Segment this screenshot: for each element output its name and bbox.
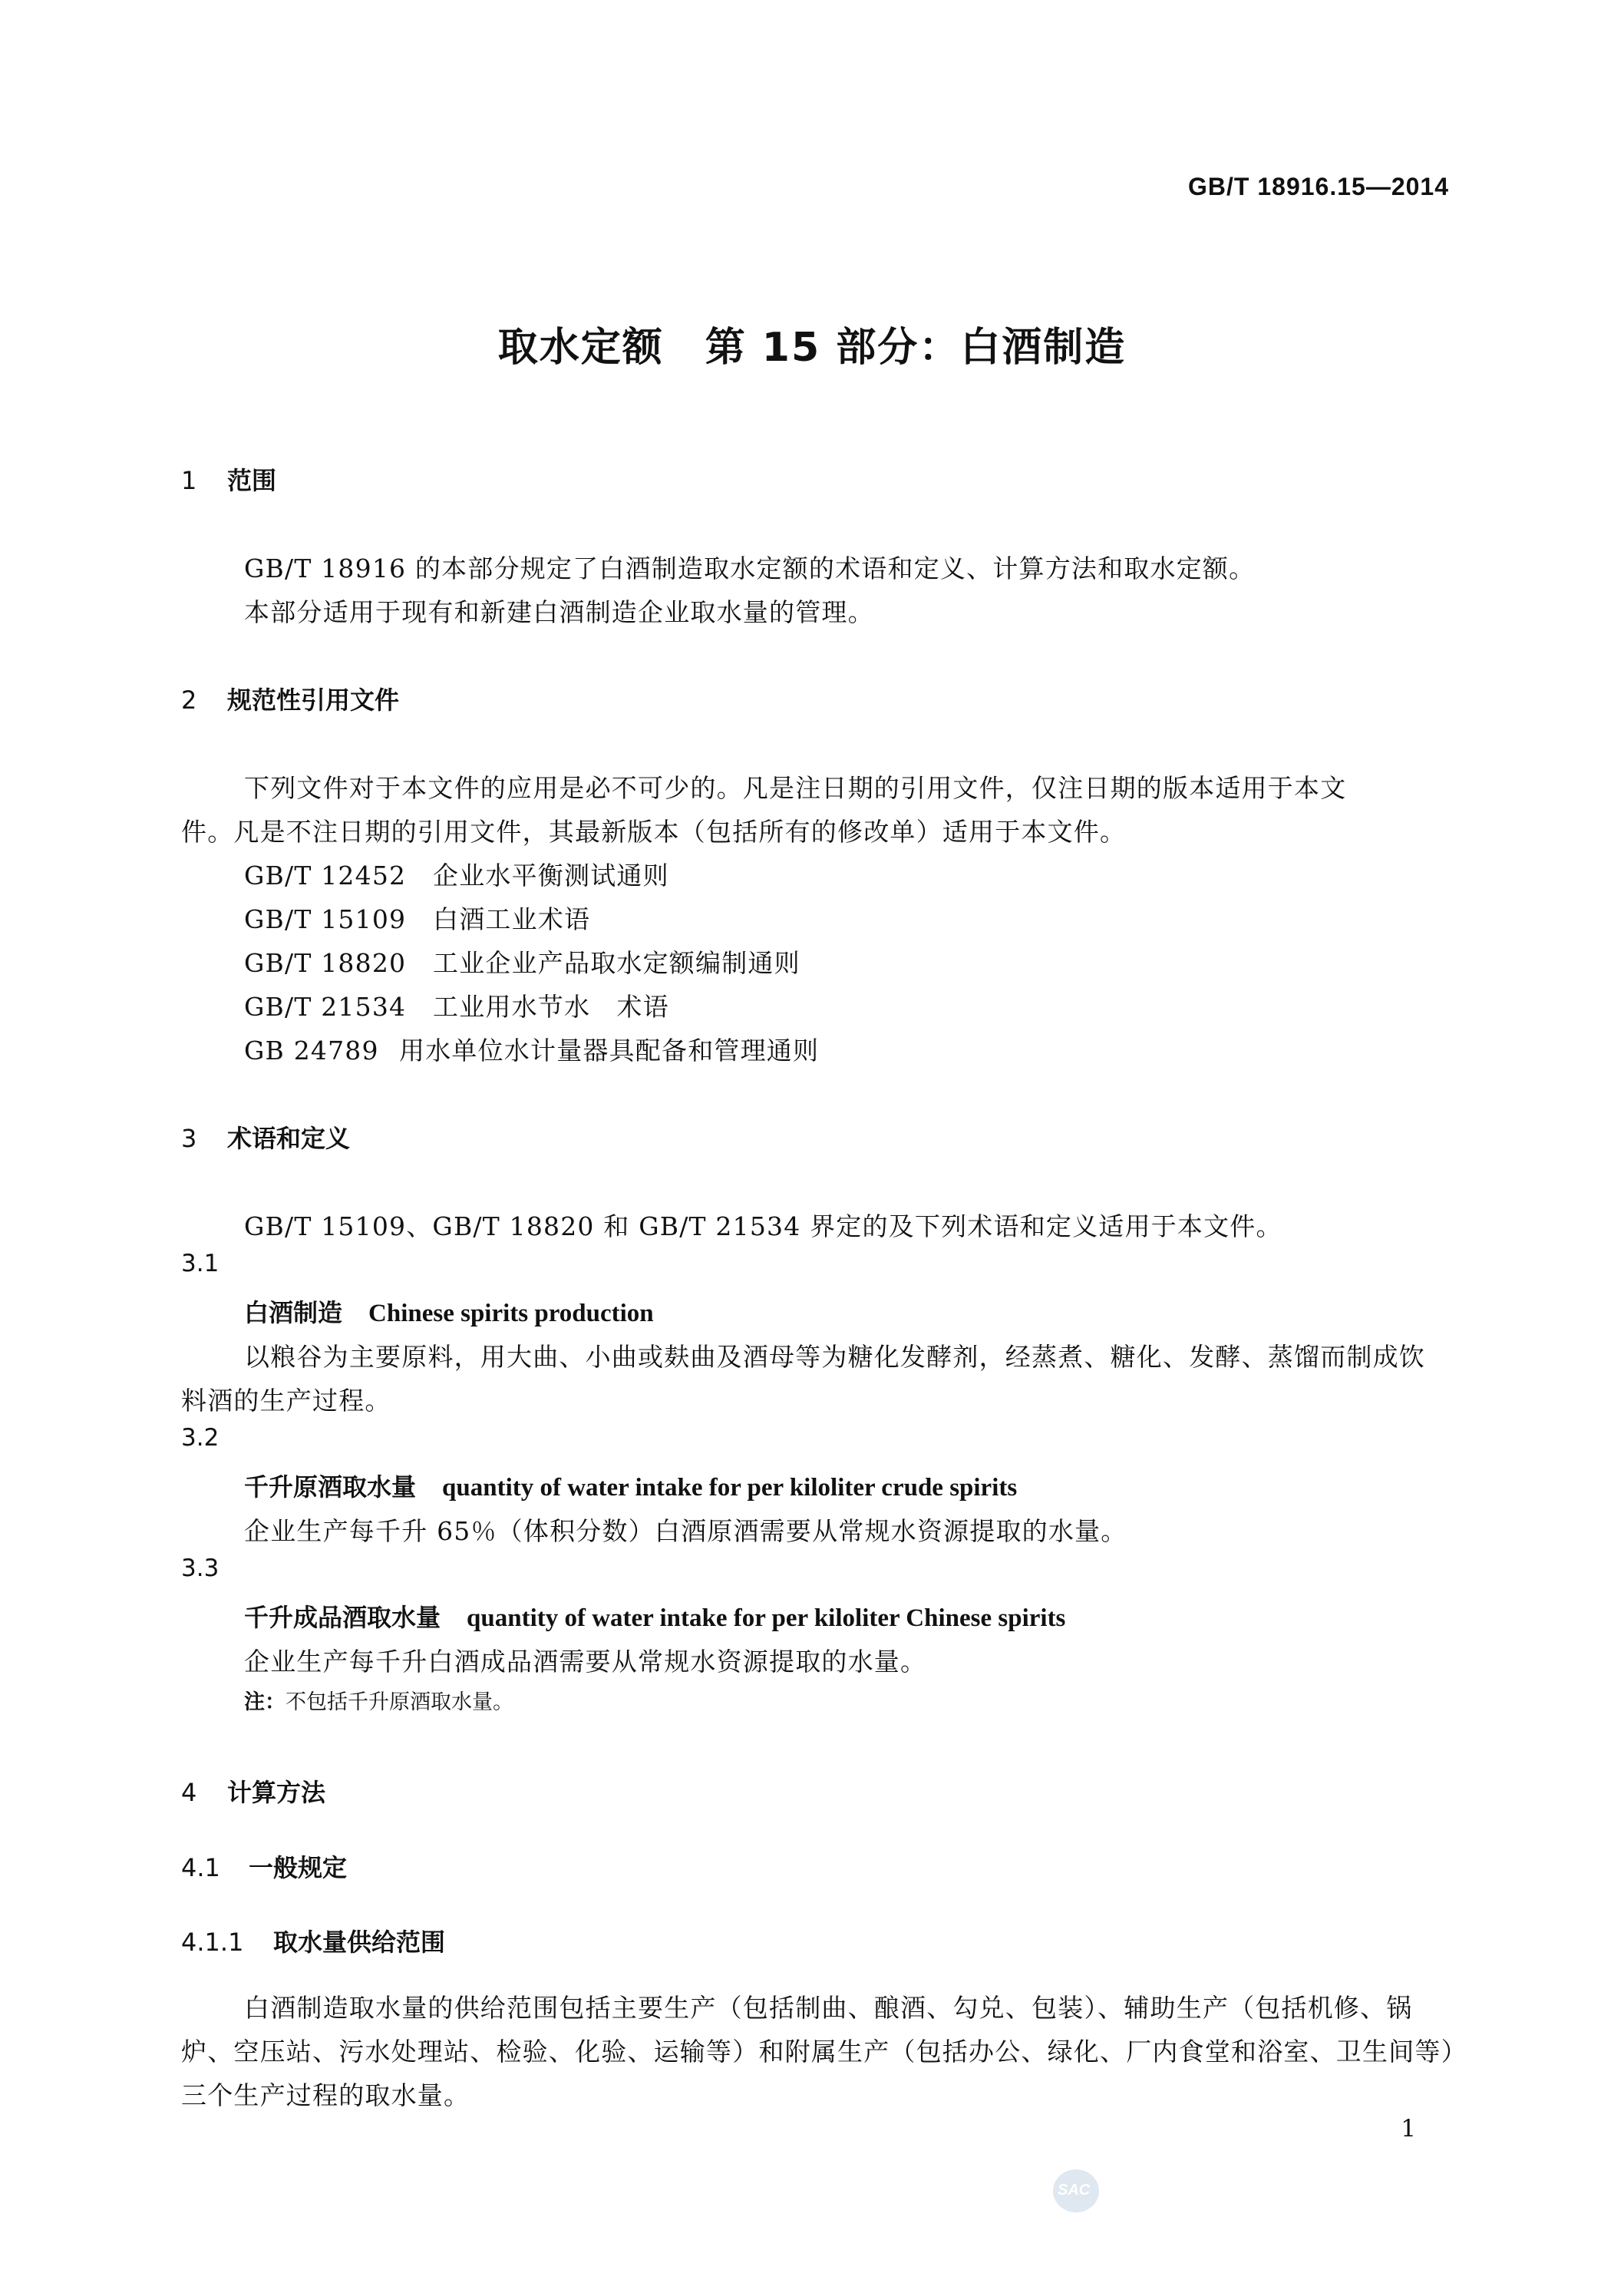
term-note (244, 1685, 513, 1715)
reference-code: GB/T 18820 (244, 948, 407, 978)
term-zh: 千升成品酒取水量 (244, 1603, 441, 1632)
section-title: 一般规定 (249, 1853, 348, 1882)
section-3-heading (181, 1119, 350, 1155)
note-label: 注： (244, 1690, 286, 1714)
term-heading (244, 1294, 654, 1329)
section-title: 取水量供给范围 (273, 1928, 446, 1957)
section-title: 计算方法 (227, 1778, 326, 1807)
term-definition: 企业生产每千升白酒成品酒需要从常规水资源提取的水量。 (244, 1647, 927, 1677)
section-4-1-1-heading (181, 1923, 445, 1958)
term-heading (244, 1598, 1065, 1634)
paragraph: 白酒制造取水量的供给范围包括主要生产（包括制曲、酿酒、勾兑、包装）、辅助生产（包括机修、锅 (244, 1993, 1413, 2023)
term-en: quantity of water intake for per kiloliter crude spirits (442, 1474, 1018, 1502)
section-number: 4 (181, 1778, 197, 1807)
section-number: 4.1 (181, 1853, 220, 1882)
reference-item (244, 1031, 819, 1067)
reference-code: GB/T 21534 (244, 992, 407, 1022)
page-number: 1 (1401, 2115, 1416, 2143)
paragraph: GB/T 15109、GB/T 18820 和 GB/T 21534 界定的及下列术语和定义适用于本文件。 (244, 1211, 1282, 1241)
term-number: 3.2 (181, 1424, 220, 1452)
section-title: 范围 (227, 466, 277, 495)
section-number: 4.1.1 (181, 1928, 244, 1957)
paragraph: 件。凡是不注日期的引用文件，其最新版本（包括所有的修改单）适用于本文件。 (181, 817, 1127, 847)
section-number: 2 (181, 686, 197, 715)
paragraph: 三个生产过程的取水量。 (181, 2080, 470, 2110)
reference-title: 工业企业产品取水定额编制通则 (433, 948, 800, 978)
reference-item (244, 987, 669, 1023)
term-heading (244, 1468, 1017, 1503)
logo-text: SAC (1058, 2182, 1091, 2199)
paragraph: GB/T 18916 的本部分规定了白酒制造取水定额的术语和定义、计算方法和取水定额。 (244, 553, 1256, 583)
reference-item (244, 856, 669, 892)
section-title: 术语和定义 (227, 1124, 351, 1153)
section-4-heading (181, 1773, 325, 1809)
reference-title: 企业水平衡测试通则 (433, 861, 669, 890)
term-en: quantity of water intake for per kiloliter Chinese spirits (467, 1604, 1066, 1632)
reference-code: GB/T 12452 (244, 861, 407, 890)
section-number: 1 (181, 466, 197, 495)
reference-code: GB 24789 (244, 1036, 379, 1066)
term-zh: 千升原酒取水量 (244, 1472, 417, 1502)
term-number: 3.1 (181, 1250, 220, 1277)
section-2-heading (181, 681, 399, 716)
sac-logo-icon (1053, 2169, 1099, 2212)
section-1-heading (181, 461, 276, 497)
standard-number: GB/T 18916.15—2014 (1188, 173, 1449, 200)
reference-item (244, 900, 590, 936)
paragraph: 下列文件对于本文件的应用是必不可少的。凡是注日期的引用文件，仅注日期的版本适用于本文 (244, 773, 1347, 803)
term-definition: 企业生产每千升 65％（体积分数）白酒原酒需要从常规水资源提取的水量。 (244, 1516, 1127, 1546)
section-title: 规范性引用文件 (227, 686, 400, 715)
section-4-1-heading (181, 1849, 347, 1884)
term-en: Chinese spirits production (368, 1300, 654, 1327)
reference-title: 白酒工业术语 (433, 904, 591, 934)
reference-title: 工业用水节水 术语 (433, 992, 669, 1022)
reference-code: GB/T 15109 (244, 904, 407, 934)
term-zh: 白酒制造 (244, 1298, 343, 1327)
term-definition: 料酒的生产过程。 (181, 1386, 391, 1416)
document-title: 取水定额 第 15 部分：白酒制造 (497, 325, 1127, 371)
term-definition: 以粮谷为主要原料，用大曲、小曲或麸曲及酒母等为糖化发酵剂，经蒸煮、糖化、发酵、蒸馏而制成饮 (244, 1342, 1425, 1372)
paragraph: 炉、空压站、污水处理站、检验、化验、运输等）和附属生产（包括办公、绿化、厂内食堂和浴室、卫生间等） (181, 2037, 1467, 2067)
reference-item (244, 943, 800, 980)
term-number: 3.3 (181, 1555, 220, 1582)
paragraph: 本部分适用于现有和新建白酒制造企业取水量的管理。 (244, 597, 874, 627)
reference-title: 用水单位水计量器具配备和管理通则 (399, 1036, 820, 1066)
section-number: 3 (181, 1124, 197, 1153)
note-text: 不包括千升原酒取水量。 (286, 1690, 513, 1714)
